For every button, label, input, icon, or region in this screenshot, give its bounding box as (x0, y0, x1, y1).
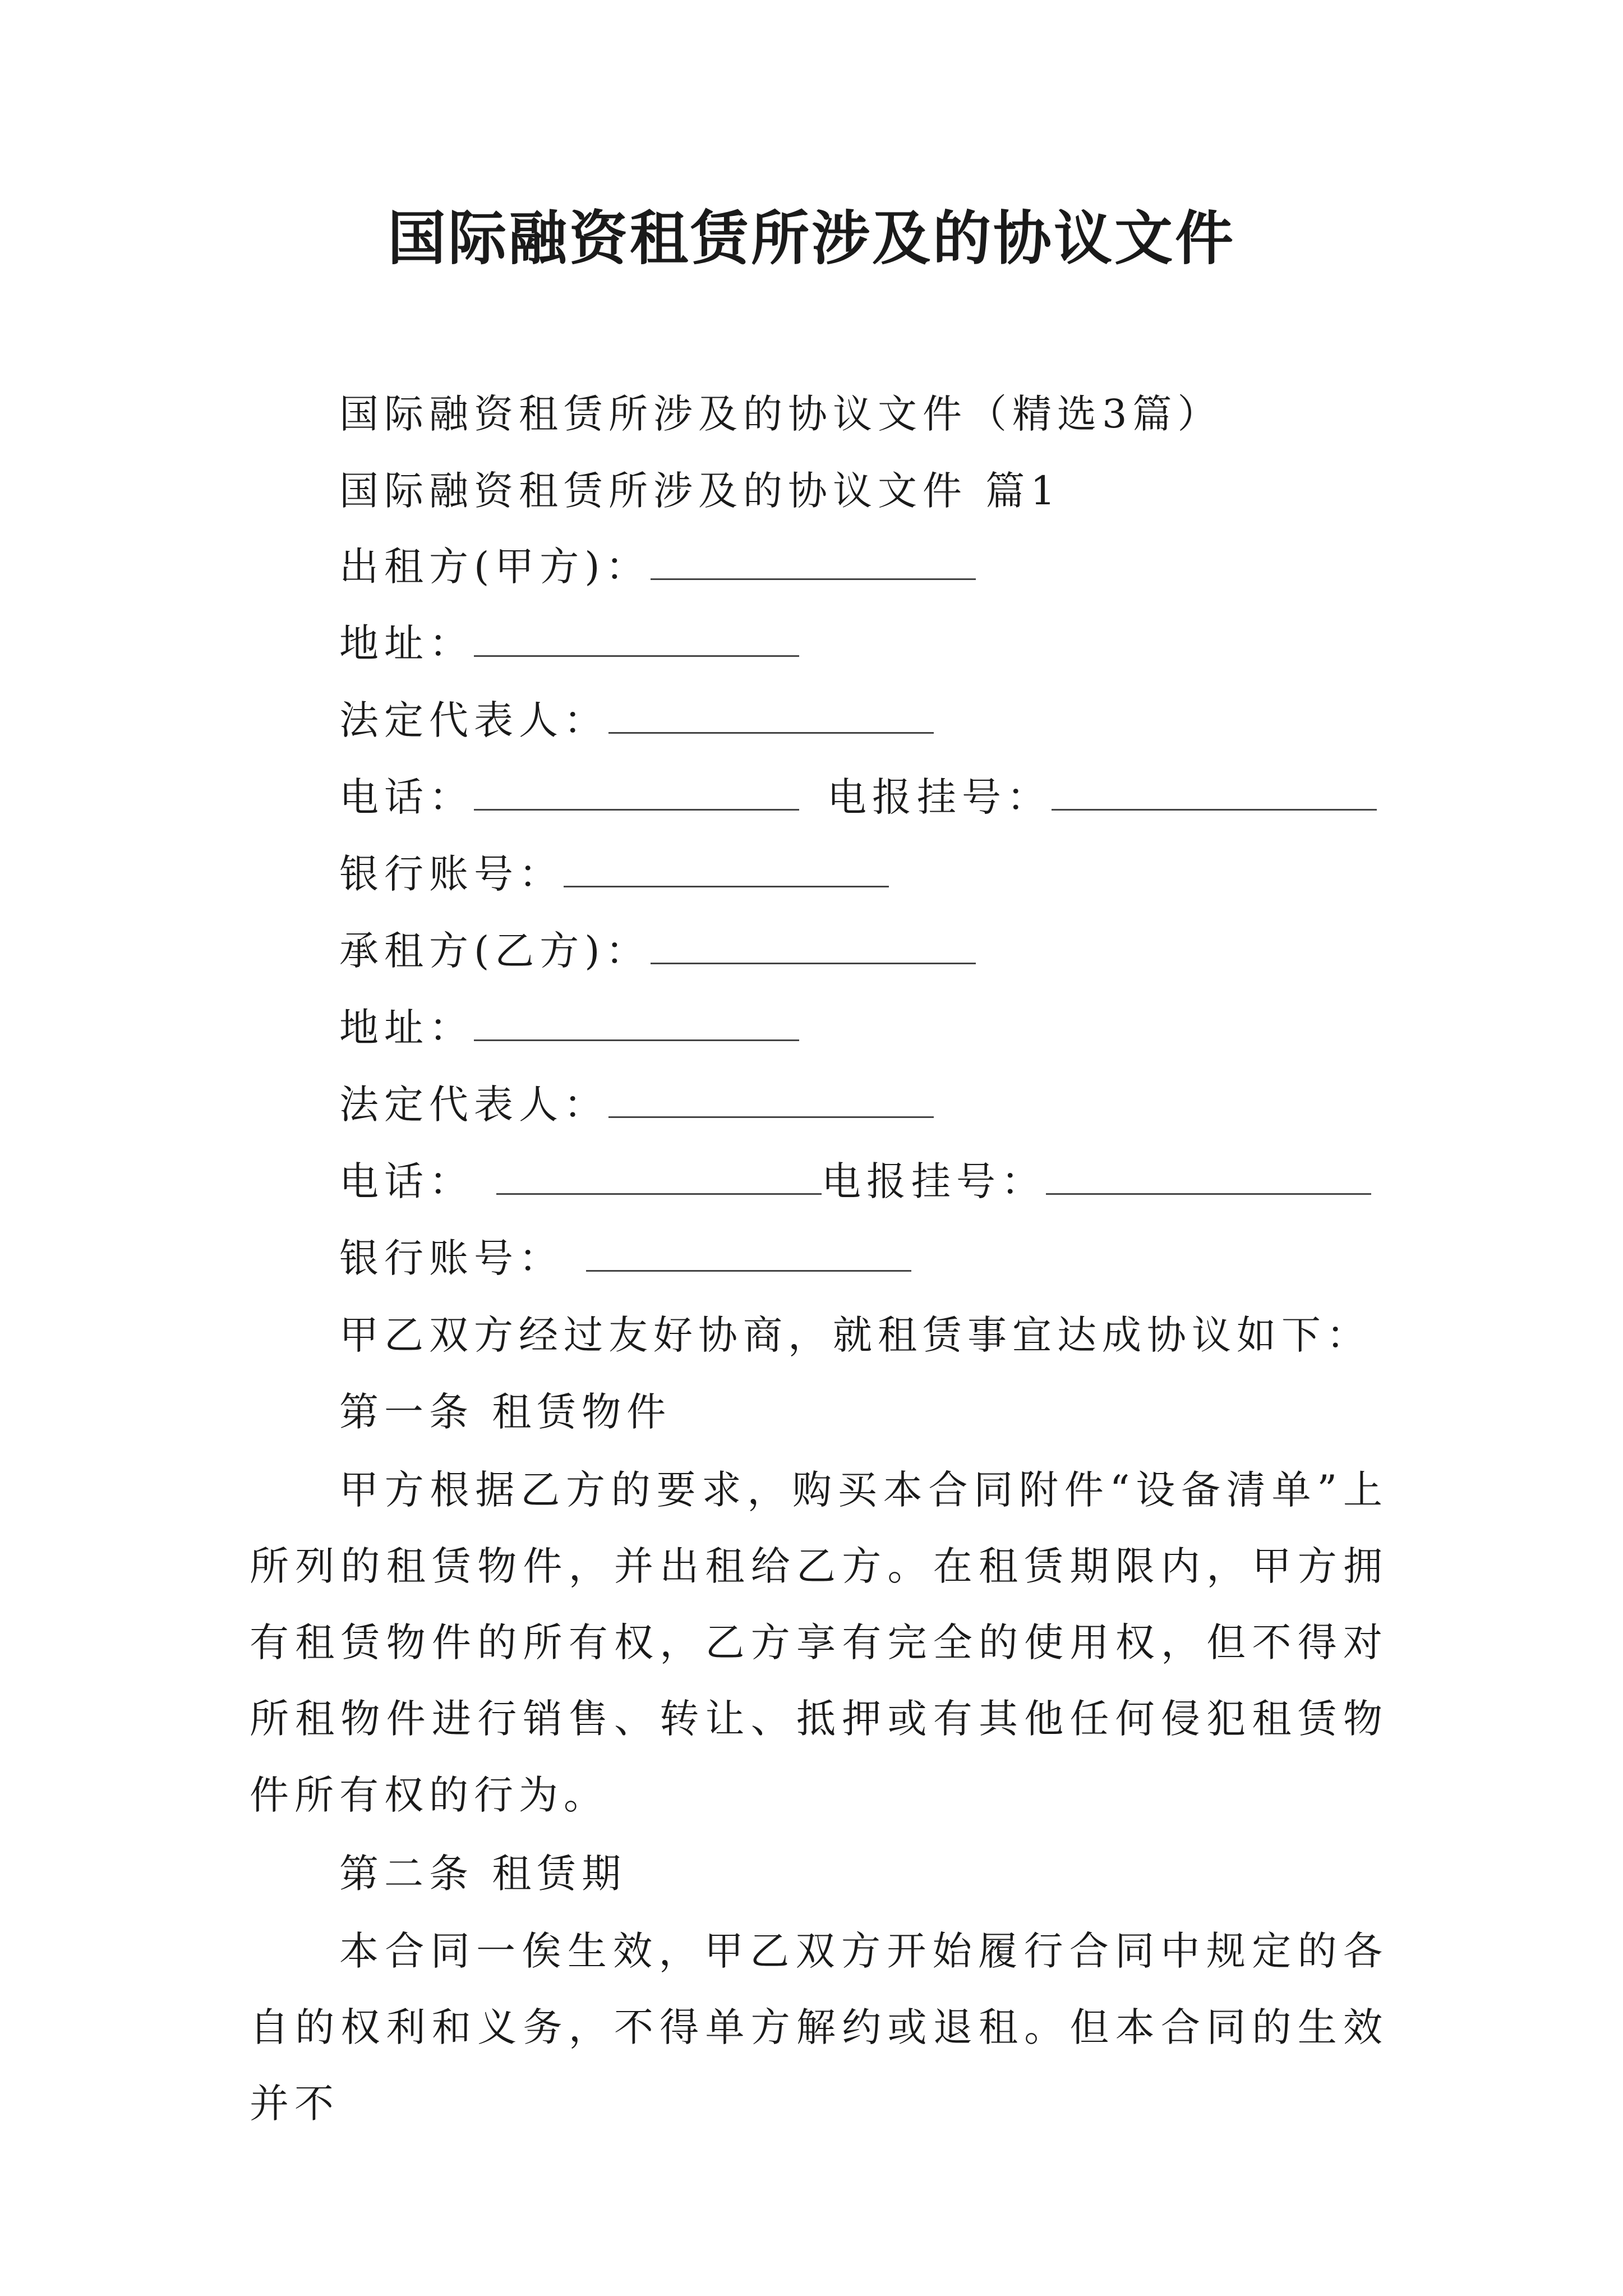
lessee-telegraph-label: 电报挂号： (822, 1158, 1046, 1204)
lessee-row (339, 923, 976, 979)
lessee-phone-label: 电话： (339, 1158, 474, 1204)
lessor-address-label: 地址： (339, 620, 474, 666)
article2-body: 本合同一俟生效，甲乙双方开始履行合同中规定的各自的权利和义务，不得单方解约或退租。但本合同的生效并不 (250, 1928, 1388, 2127)
lessee-phone-row (339, 1153, 1371, 1209)
lessor-phone-label: 电话： (339, 774, 474, 820)
lessee-legal-rep-label: 法定代表人： (339, 1082, 608, 1128)
lessor-legal-rep-field[interactable] (608, 700, 934, 734)
lessor-legal-rep-row (339, 692, 934, 748)
lessee-bank-field[interactable] (586, 1237, 911, 1272)
lessor-bank-field[interactable] (564, 853, 889, 887)
lessee-telegraph-field[interactable] (1046, 1161, 1371, 1195)
lessee-address-field[interactable] (474, 1007, 799, 1041)
lessor-bank-row (339, 846, 889, 902)
lessor-telegraph-field[interactable] (1052, 776, 1377, 811)
intro-text: 甲乙双方经过友好协商，就租赁事宜达成协议如下： (339, 1312, 1371, 1358)
lessee-address-row (339, 1000, 799, 1056)
lessor-phone-field[interactable] (474, 776, 799, 811)
lessee-bank-label: 银行账号： (339, 1235, 564, 1281)
subtitle: 国际融资租赁所涉及的协议文件（精选3篇） (339, 391, 1223, 437)
lessor-phone-row (339, 769, 1377, 825)
lessor-name-field[interactable] (651, 546, 976, 580)
lessor-legal-rep-label: 法定代表人： (339, 697, 608, 743)
lessee-bank-row (339, 1230, 911, 1286)
lessor-telegraph-label: 电报挂号： (827, 774, 1052, 820)
lessee-legal-rep-row (339, 1076, 934, 1133)
lessee-phone-field[interactable] (496, 1161, 822, 1195)
document-title: 国际融资租赁所涉及的协议文件 (387, 204, 1235, 273)
lessor-address-row (339, 615, 799, 671)
lessee-name-field[interactable] (651, 930, 976, 964)
lessor-row (339, 539, 976, 595)
lessor-address-field[interactable] (474, 623, 799, 657)
article1-heading: 第一条 租赁物件 (339, 1389, 672, 1435)
lessee-address-label: 地址： (339, 1005, 474, 1051)
article2-heading: 第二条 租赁期 (339, 1851, 627, 1897)
section-heading: 国际融资租赁所涉及的协议文件 篇1 (339, 468, 1061, 514)
lessee-legal-rep-field[interactable] (608, 1084, 934, 1118)
lessor-label: 出租方(甲方)： (339, 544, 651, 590)
article1-body: 甲方根据乙方的要求，购买本合同附件“设备清单”上所列的租赁物件，并出租给乙方。在租赁期限内，甲方拥有租赁物件的所有权，乙方享有完全的使用权，但不得对所租物件进行销售、转让、抵押或有其他任何侵犯租赁物件所有权的行为。 (250, 1467, 1388, 1818)
lessor-bank-label: 银行账号： (339, 851, 564, 897)
lessee-label: 承租方(乙方)： (339, 928, 651, 974)
